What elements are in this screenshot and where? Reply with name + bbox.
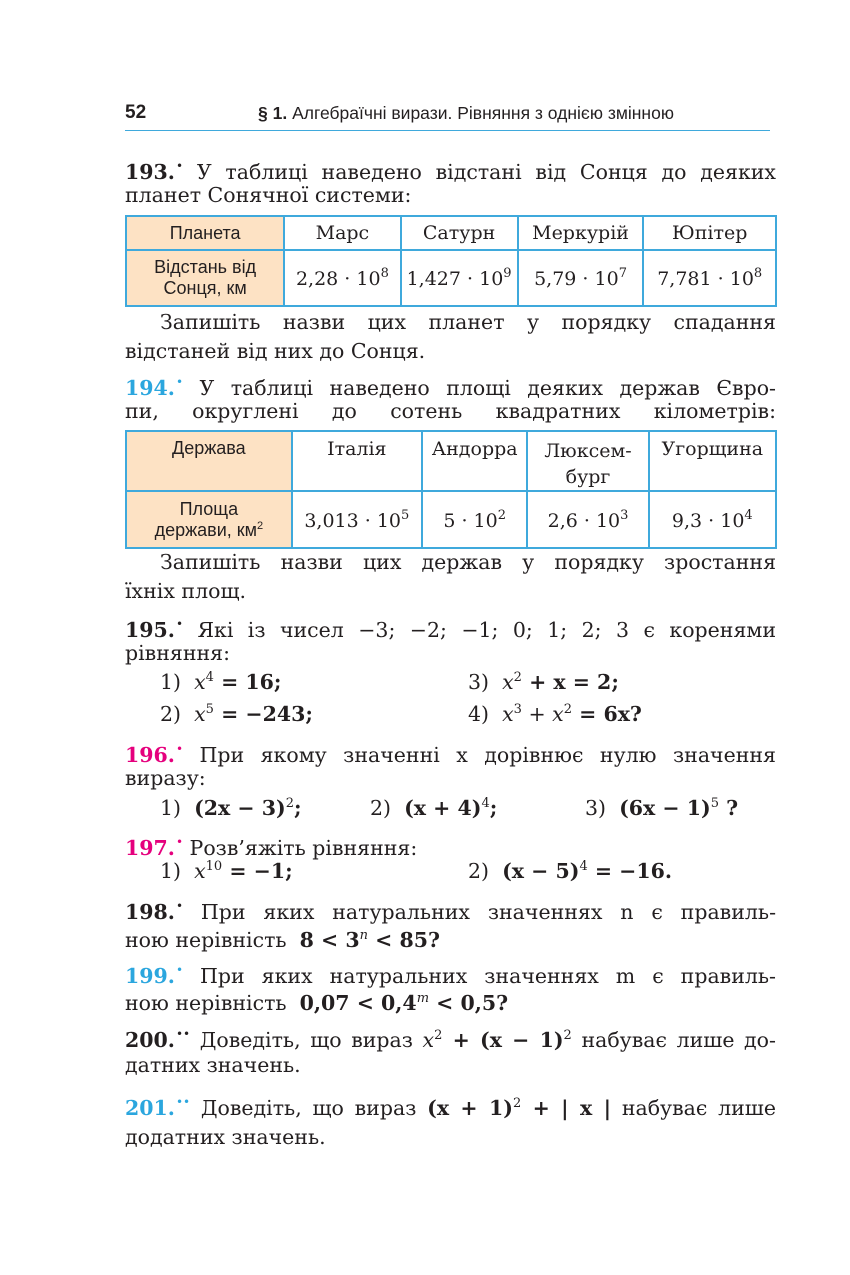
exercise-194-task2: їхніх площ. xyxy=(125,579,247,603)
exercise-197-line1: 197.• Розв’яжіть рівняння: xyxy=(125,835,418,860)
exercise-201-line2: додатних значень. xyxy=(125,1125,326,1149)
section-title: § 1. Алгебраїчні вирази. Рівняння з однією змінною xyxy=(258,103,674,123)
equation-item: 2) $x^5 = -243$; xyxy=(160,702,313,726)
table-cell: Угорщина xyxy=(649,431,776,491)
exercise-193-task2: відстаней від них до Сонця. xyxy=(125,339,426,363)
exercise-number: 201. xyxy=(125,1096,175,1120)
table-header-cell: Площа держави, $км^2$ xyxy=(126,491,292,548)
table-cell: Сатурн xyxy=(401,216,518,250)
equation-item: 3) $x^2 + x = 2$; xyxy=(468,670,619,694)
exercise-201-line1: 201.•• Доведіть, що вираз $(x + 1)^2$ + | x | набуває лише xyxy=(125,1095,776,1120)
table-cell: Люксем- бург xyxy=(527,431,648,491)
exercise-number: 193. xyxy=(125,160,175,184)
table-cell: $5 \cdot 10^2$ xyxy=(422,491,528,548)
exercise-193-line1: 193.• У таблиці наведено відстані від Сонця до деяких xyxy=(125,159,776,184)
exercise-200-line2: датних значень. xyxy=(125,1053,301,1077)
exercise-200-line1: 200.•• Доведіть, що вираз $x^2 + (x - 1)^2$ набуває лише до- xyxy=(125,1027,776,1052)
table-header-cell: Держава xyxy=(126,431,292,491)
table-cell: $2,28 \cdot 10^8$ xyxy=(284,250,400,306)
expression-item: 3) $(6x - 1)^5$ ? xyxy=(585,796,739,820)
exercise-196-line1: 196.• При якому значенні x дорівнює нулю значення xyxy=(125,742,776,767)
exercise-198-line2: ною нерівність $8 < 3^n < 85$? xyxy=(125,928,440,952)
exercise-number: 198. xyxy=(125,900,175,924)
exercise-number: 194. xyxy=(125,376,175,400)
table-cell: Юпітер xyxy=(643,216,776,250)
exercise-199-line2: ною нерівність $0,07 < 0,4^m < 0,5$? xyxy=(125,991,509,1015)
exercise-196-line2: виразу: xyxy=(125,766,206,790)
table-cell: $7,781 \cdot 10^8$ xyxy=(643,250,776,306)
exercise-199-line1: 199.• При яких натуральних значеннях m є правиль- xyxy=(125,963,776,988)
exercise-number: 195. xyxy=(125,618,175,642)
exercise-194-line1: 194.• У таблиці наведено площі деяких держав Євро- xyxy=(125,375,776,400)
exercise-194-line2: пи, округлені до сотень квадратних кілометрів: xyxy=(125,399,776,423)
table-header-cell: Планета xyxy=(126,216,284,250)
equation-item: 2) $(x - 5)^4 = -16$. xyxy=(468,859,673,883)
equation-item: 1) $x^{10} = -1$; xyxy=(160,859,293,883)
exercise-number: 199. xyxy=(125,964,175,988)
exercise-number: 197. xyxy=(125,836,175,860)
table-cell: $9,3 \cdot 10^4$ xyxy=(649,491,776,548)
table-header-cell: Відстань від Сонця, км xyxy=(126,250,284,306)
expression-item: 1) $(2x - 3)^2$; xyxy=(160,796,302,820)
table-cell: $2,6 \cdot 10^3$ xyxy=(527,491,648,548)
table-cell: Андорра xyxy=(422,431,528,491)
table-cell: Італія xyxy=(292,431,422,491)
equation-item: 4) $x^3 + x^2 = 6x$? xyxy=(468,702,642,726)
planets-table xyxy=(125,215,777,307)
table-cell: $1,427 \cdot 10^9$ xyxy=(401,250,518,306)
exercise-198-line1: 198.• При яких натуральних значеннях n є правиль- xyxy=(125,899,776,924)
table-cell: $5,79 \cdot 10^7$ xyxy=(518,250,644,306)
table-cell: Меркурій xyxy=(518,216,644,250)
exercise-number: 200. xyxy=(125,1028,175,1052)
exercise-number: 196. xyxy=(125,743,175,767)
countries-table xyxy=(125,430,777,549)
exercise-195-line2: рівняння: xyxy=(125,641,230,665)
exercise-193-line2: планет Сонячної системи: xyxy=(125,183,412,207)
exercise-193-task1: Запишіть назви цих планет у порядку спадання xyxy=(160,310,776,334)
exercise-194-task1: Запишіть назви цих держав у порядку зростання xyxy=(160,550,776,574)
exercise-195-line1: 195.• Які із чисел −3; −2; −1; 0; 1; 2; 3 є коренями xyxy=(125,617,776,642)
table-cell: Марс xyxy=(284,216,400,250)
equation-item: 1) $x^4 = 16$; xyxy=(160,670,282,694)
page-number: 52 xyxy=(125,102,147,123)
running-header xyxy=(125,100,770,131)
expression-item: 2) $(x + 4)^4$; xyxy=(370,796,498,820)
table-cell: $3,013 \cdot 10^5$ xyxy=(292,491,422,548)
